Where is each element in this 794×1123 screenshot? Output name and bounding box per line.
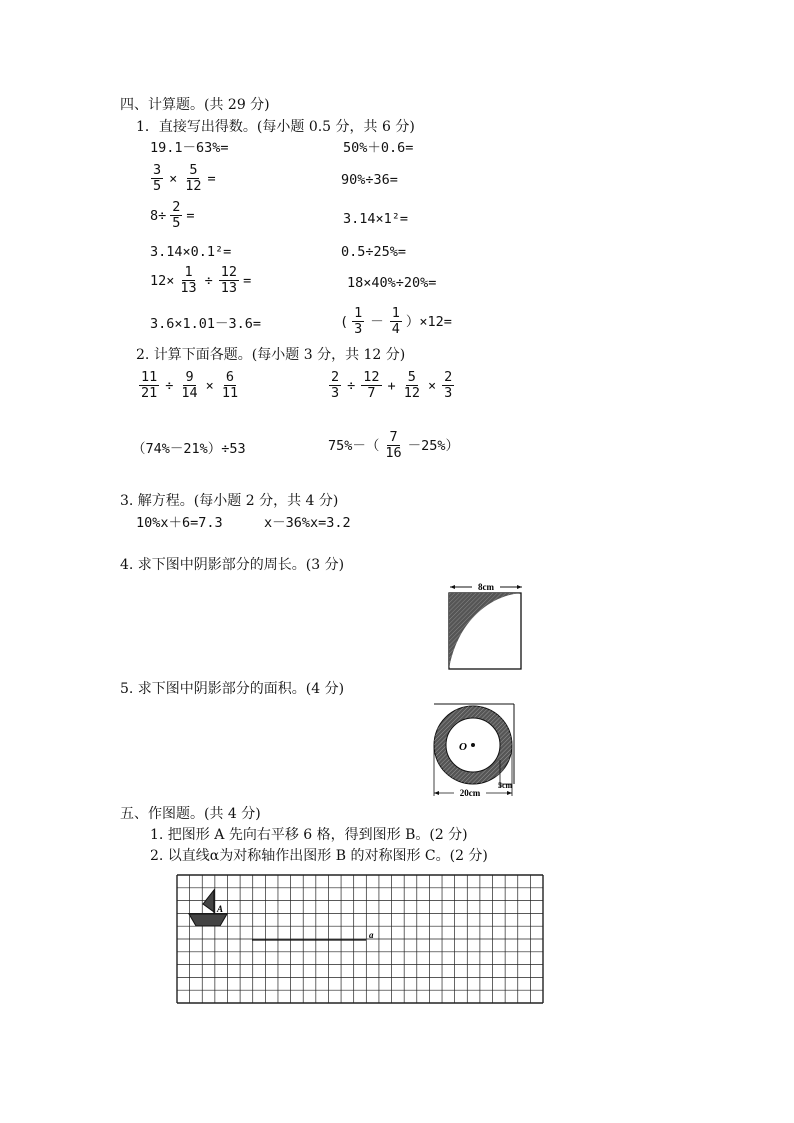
q1-c2: 3.14×1²= [343, 211, 409, 227]
q1-a1: 19.1－63%= [150, 140, 229, 156]
q1-e1: 12× $\frac{1}{13}$ ÷ $\frac{12}{13}$ = [150, 264, 252, 296]
q2-title: 2. 计算下面各题。(每小题 3 分，共 12 分) [136, 347, 406, 363]
q2-p3: （74%－21%）÷53 [132, 441, 246, 457]
q3-title: 3. 解方程。(每小题 2 分，共 4 分) [120, 493, 339, 509]
q5-center-dot [471, 743, 475, 747]
shape-a-label: A [217, 904, 224, 914]
shape-a-sail [203, 890, 214, 912]
q5-ring-label: 5cm [498, 781, 513, 790]
axis-line-a-label: a [369, 930, 374, 940]
shape-a [189, 890, 227, 926]
q1-d1: 3.14×0.1²= [150, 244, 232, 260]
grid-lines [177, 875, 543, 1003]
q1-b2: 90%÷36= [341, 172, 398, 188]
section5-item2: 2. 以直线α为对称轴作出图形 B 的对称图形 C。(2 分) [150, 848, 488, 864]
q1-c1: 8÷ $\frac{2}{5}$ = [150, 199, 195, 231]
q2-p2: $\frac{2}{3}$ ÷ $\frac{12}{7}$ + $\frac{5}{12}$ × $\frac{2}{3}$ [331, 369, 453, 401]
q2-p1: $\frac{11}{21}$ ÷ $\frac{9}{14}$ × $\frac{6}{11}$ [141, 369, 239, 401]
section5-title: 五、作图题。(共 4 分) [120, 806, 261, 822]
shape-a-hull [189, 914, 227, 926]
q5-center-label: O [459, 741, 467, 753]
q4-figure [442, 580, 530, 672]
q1-d2: 0.5÷25%= [341, 244, 407, 260]
q5-diameter-label: 20cm [459, 788, 481, 798]
q1-f1: 3.6×1.01－3.6= [150, 316, 262, 332]
q1-f2: ( $\frac{1}{3}$ － $\frac{1}{4}$ ）×12= [340, 305, 452, 337]
q3-eq1: 10%x＋6=7.3 [136, 515, 223, 531]
q1-b1: $\frac{3}{5}$ × $\frac{5}{12}$ = [153, 162, 216, 194]
q1-a2: 50%＋0.6= [343, 140, 414, 156]
section4-title: 四、计算题。(共 29 分) [120, 97, 270, 113]
q4-dimension-label: 8cm [478, 582, 494, 592]
q2-p4: 75%－（ $\frac{7}{16}$ －25%） [328, 429, 460, 461]
drawing-grid[interactable] [176, 874, 544, 1006]
q5-title: 5. 求下图中阴影部分的面积。(4 分) [120, 681, 345, 697]
q1-title: 1．直接写出得数。(每小题 0.5 分，共 6 分) [136, 119, 415, 135]
q1-e2: 18×40%÷20%= [347, 275, 437, 291]
q4-arrow-right [517, 585, 522, 589]
section5-item1: 1. 把图形 A 先向右平移 6 格，得到图形 B。(2 分) [150, 827, 468, 843]
q4-title: 4. 求下图中阴影部分的周长。(3 分) [120, 557, 345, 573]
q3-eq2: x－36%x=3.2 [264, 515, 351, 531]
q4-arrow-left [450, 585, 455, 589]
q5-figure [428, 700, 524, 800]
